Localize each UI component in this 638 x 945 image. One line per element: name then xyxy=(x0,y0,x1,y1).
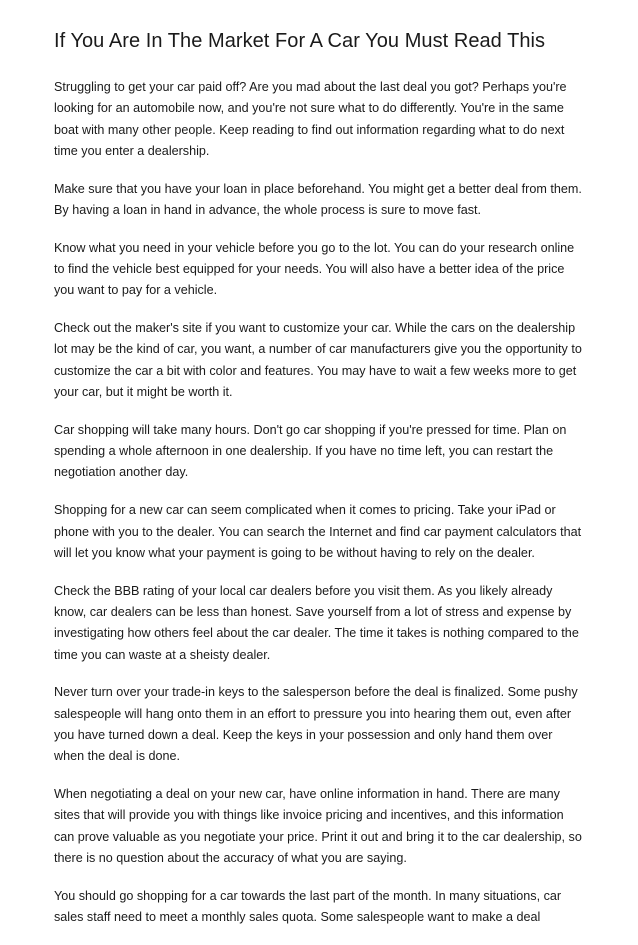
paragraph-trade-in-keys: Never turn over your trade-in keys to the salesperson before the deal is finalized. Some pushy salespeople will hang onto them in an effort to pressure you into hearing them out, even after you have turned down a deal. Keep the keys in your possession and only hand them over when the deal is done. xyxy=(54,685,578,764)
paragraph-pricing: Shopping for a new car can seem complicated when it comes to pricing. Take your iPad or phone with you to the dealer. You can search the Internet and find car payment calculators that will let you know what your payment is going to be without having to rely on the dealer. xyxy=(54,503,582,560)
paragraph-know-needs: Know what you need in your vehicle before you go to the lot. You can do your research online to find the vehicle best equipped for your needs. You will also have a better idea of the price you want to pay for a vehicle. xyxy=(54,240,575,298)
paragraph-online-info: When negotiating a deal on your new car, have online information in hand. There are many sites that will provide you with things like invoice pricing and incentives, and this information can prove valuable as you negotiate your price. Print it out and bring it to the car dealership, so there is no question about the accuracy of what you are saying. xyxy=(54,787,582,865)
paragraph-time: Car shopping will take many hours. Don't go car shopping if you're pressed for time. Plan on spending a whole afternoon in one dealership. If you have no time left, you can restart the negotiation another day. xyxy=(54,422,567,480)
paragraph-intro: Struggling to get your car paid off? Are you mad about the last deal you got? Perhaps you're looking for an automobile now, and you're not sure what to do differently. You're in the same boat with many other people. Keep reading to find out information regarding what to do next time you enter a dealership. xyxy=(54,80,567,158)
paragraph-bbb: Check the BBB rating of your local car dealers before you visit them. As you likely already know, car dealers can be less than honest. Save yourself from a lot of stress and expense by investigating how others feel about the car dealer. The time it takes is nothing compared to the time you can waste at a sheisty dealer. xyxy=(54,583,579,662)
document-page xyxy=(54,28,586,945)
document-title: If You Are In The Market For A Car You Must Read This xyxy=(54,30,546,52)
paragraph-end-of-month: You should go shopping for a car towards the last part of the month. In many situations, car sales staff need to meet a monthly sales quota. Some salespeople want to make a deal xyxy=(54,888,562,924)
paragraph-customize: Check out the maker's site if you want to customize your car. While the cars on the dealership lot may be the kind of car, you want, a number of car manufacturers give you the opportunity to customize the car a bit with color and features. You may have to wait a few weeks more to get your car, but it might be worth it. xyxy=(54,321,582,400)
paragraph-loan: Make sure that you have your loan in place beforehand. You might get a better deal from them. By having a loan in hand in advance, the whole process is sure to move fast. xyxy=(54,181,582,217)
